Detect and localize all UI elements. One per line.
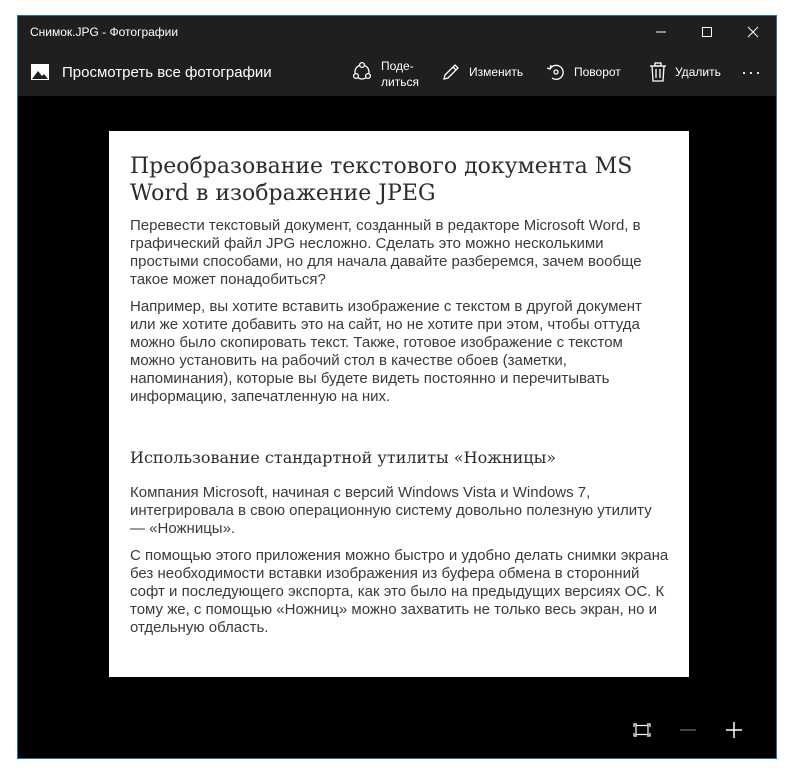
view-all-photos-button[interactable] [30, 48, 272, 96]
window-title: Снимок.JPG - Фотографии [30, 25, 179, 39]
rotate-label: Поворот [574, 65, 621, 79]
maximize-icon [701, 26, 713, 38]
trash-icon [649, 62, 667, 82]
zoom-out-button[interactable] [672, 714, 704, 746]
document-paragraph: Компания Microsoft, начиная с версий Windows Vista и Windows 7, интегрировала в свою операционную систему довольно полезную утилиту — «Ножницы». [130, 484, 652, 537]
photo-image[interactable] [109, 131, 689, 677]
edit-button[interactable] [441, 48, 523, 96]
maximize-button[interactable] [684, 16, 730, 48]
share-icon [351, 61, 373, 83]
more-options-button[interactable] [741, 48, 762, 96]
pencil-icon [441, 62, 461, 82]
document-subheading: Использование стандартной утилиты «Ножницы» [130, 448, 557, 467]
document-paragraph: С помощью этого приложения можно быстро и удобно делать снимки экрана без необходимости вставки изображения из буфера обмена в сторонний софт и последующего экспорта, как это было на предыдущих версиях ОС. К тому же, с помощью «Ножниц» можно захватить не только весь экран, но и отдельную область. [130, 547, 669, 636]
more-icon: ··· [741, 61, 762, 82]
app-toolbar [18, 48, 776, 96]
close-button[interactable] [730, 16, 776, 48]
share-label: Поде- литься [381, 59, 419, 89]
photos-app-window [17, 15, 777, 759]
rotate-icon [546, 62, 566, 82]
fit-to-window-icon [633, 723, 651, 737]
title-bar[interactable] [18, 16, 776, 48]
plus-icon [725, 721, 743, 739]
minus-icon [679, 721, 697, 739]
fit-to-window-button[interactable] [626, 714, 658, 746]
zoom-controls [616, 702, 776, 758]
share-button[interactable] [351, 48, 421, 96]
minimize-icon [655, 26, 667, 38]
rotate-button[interactable] [546, 48, 621, 96]
edit-label: Изменить [469, 65, 524, 79]
delete-button[interactable] [649, 48, 721, 96]
photos-icon [30, 62, 50, 82]
photo-viewer[interactable] [18, 96, 776, 758]
close-icon [747, 26, 759, 38]
delete-label: Удалить [675, 65, 721, 79]
document-paragraph: Перевести текстовый документ, созданный в редакторе Microsoft Word, в графический файл JPG несложно. Сделать это можно несколькими простыми способами, но для начала давайте разберемся, зачем вообще такое может понадобиться? [130, 217, 642, 288]
document-heading: Преобразование текстового документа MS Word в изображение JPEG [130, 154, 633, 206]
zoom-in-button[interactable] [718, 714, 750, 746]
minimize-button[interactable] [638, 16, 684, 48]
document-paragraph: Например, вы хотите вставить изображение с текстом в другой документ или же хотите добавить это на сайт, но не хотите при этом, чтобы оттуда можно было скопировать текст. Также, готовое изображение с текстом можно установить на рабочий стол в качестве обоев (заметки, напоминания), которые вы будете видеть постоянно и перечитывать информацию, запечатленную на них. [130, 298, 642, 405]
view-all-photos-label: Просмотреть все фотографии [62, 63, 272, 81]
